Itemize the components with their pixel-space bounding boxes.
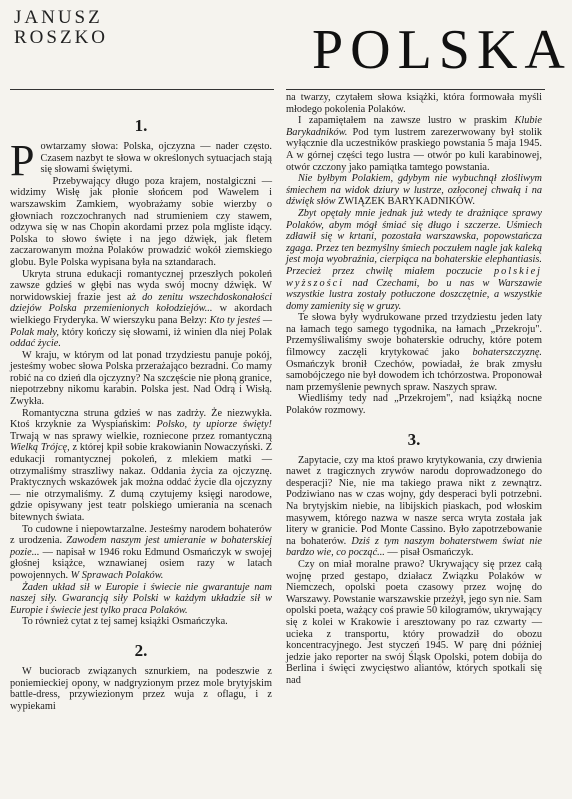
right-column [286, 92, 542, 794]
paragraph-intro: Powtarzamy słowa: Polska, ojczyzna — nader często. Czasem nazbyt te słowa w określonych sytuacjach stają się słowami świętymi. [10, 136, 272, 185]
paragraph: I zapamiętałem na zawsze lustro w praskim Klubie Barykadników. Pod tym lustrem zarezerwowany był stolik wyłącznie dla uczestników praskiego powstania 5 maja 1945. A w górnej części tego lustra — otwór po kuli karabinowej, otwór czczony jako pamiątka tamtego powstania. [286, 115, 542, 173]
paragraph: W bucioracb związanych sznurkiem, na podeszwie z poniemieckiej opony, w nadgryzionym przez mole brytyjskim battle-dress, przywiezionym przez wuja z oflagu, i z wypiekami [10, 665, 272, 712]
paragraph: W kraju, w którym od lat ponad trzydziestu panuje pokój, jesteśmy wobec słowa Polska przerażająco bezradni. Co mamy robić na co dzień dla ojczyzny? Na szczęście nie płoną granice, niepotrzebny nikomu karabin. Polska jest. Nad Odrą i Wisłą. Zwykła. [10, 349, 272, 408]
paragraph: To cudowne i niepowtarzalne. Jesteśmy narodem bohaterów z urodzenia. Zawodem naszym jest umieranie w bohaterskiej pozie... — napisał w 1946 roku Edmund Osmańczyk w swojej głośnej książce, wznawianej osiem razy w latach powojennych. W Sprawach Polaków. [10, 523, 273, 581]
paragraph-quote: Żaden układ sił w Europie i świecie nie gwarantuje nam naszej siły. Gwarancją siły Polski w każdym układzie sił w Europie i świecie jest tylko praca Polaków. [10, 581, 272, 616]
paragraph: To również cytat z tej samej książki Osmańczyka. [22, 616, 228, 628]
paragraph: Zbyt opętały mnie jednak już wtedy te drażniące sprawy Polaków, abym mógł śmiać się długo i szczerze. Uśmiech zdławił się w krtani, pozostała warszawska, popowstańcza zgaga. Przez ten bezmyślny śmiech poczułem nagle jak kaleką jest moja wyobraźnia, cierpiąca na bohaterskie elephantiasis. Przecież przez chwilę miałem poczucie polskiej wyższości nad Czechami, bo u nas w Warszawie wszystkie lustra zostały potłuczone doszczętnie, a wszystkie domy zamienity się w gruzy. [286, 207, 542, 312]
section-number-3: 3. [407, 429, 421, 449]
header-rule-left [10, 89, 274, 90]
article-title: POLSKA [312, 19, 572, 81]
paragraph: Wiedliśmy tedy nad „Przekrojem", nad książką nocne Polaków rozmowy. [286, 393, 542, 417]
section-number-2: 2. [134, 640, 148, 660]
paragraph: Ukryta struna edukacji romantycznej przeszłych pokoleń zawsze gdzieś w głębi nas wyda swój mocny dźwięk. W norwidowskiej frazie jest aż do zenitu wszechdoskonałości dziejów Polska przemienionych kołodziejów... w akordach wielkiego Fryderyka. W wierszyku pana Bełzy: Kto ty jesteś — Polak mały, który kończy się słowami, iż winien dla niej Polak oddać życie. [10, 268, 273, 350]
drop-cap: P [10, 136, 35, 185]
author-first-name: JANUSZ [14, 7, 103, 28]
paragraph: Romantyczna struna gdzieś w nas zadrży. Że niezwykła. Ktoś krzyknie za Wyspiańskim: Polsko, ty upiorze święty! Trwają w nas sprawy wielkie, rozniecone przez romantyczną Wielką Trójcę, z której kpił sobie krakowianin Nowaczyński. Z edukacji romantycznej pokoleń, z mlekiem matki — otrzymaliśmy straszliwy nakaz. Oddania życia za ojczyznę. Praktycznych wskazówek jak można oddać życie dla ojczyzny — nie otrzymaliśmy. Z dumą czytujemy księgi narodowe, gdzie opisywany jest teatr polskiego umierania na scenach bitewnych świata. [10, 407, 273, 523]
header-rule-right [286, 89, 545, 90]
paragraph: Czy on miał moralne prawo? Ukrywający się przez całą wojnę przed gestapo, działacz Związku Polaków w Niemczech, opolski poeta czasowy przez wojnę do Warszawy. Powstanie warszawskie przeżył, jego syn nie. Sam opolski poeta, ważący coś prawie 50 kilogramów, ukrywający się z kolei w Krakowie i aresztowany po raz czwarty — ucieka z transportu, który prowadził do obozu koncentracyjnego. Jest styczeń 1945. W parę dni później jedzie jako reporter na swój Śląsk Opolski, potem dobija do Berlina i święci zwycięstwo aliantów, których spotkali się nad [286, 558, 542, 686]
author-last-name: ROSZKO [14, 27, 109, 48]
paragraph: Przebywający długo poza krajem, nostalgiczni — widzimy Wisłę jak płonie słońcem pod Wawelem i warszawskim Zamkiem, wyobrażamy sobie wierzby o głowniach rozczochranych nad strumieniem czy stawem, odzywa się w nas Chopin akordami przez pola mgliste idący. Polska to słowo święte i na jego dźwięk, jak fletem zaczarowanym można Polaków prowadzić wokół ziemskiego globu. Byle Polska wypisana była na sztandarach. [10, 175, 272, 268]
paragraph: na twarzy, czytałem słowa książki, która formowała myśli młodego pokolenia Polaków. [286, 92, 542, 115]
author-name [14, 8, 124, 48]
paragraph: Zapytacie, czy ma ktoś prawo krytykowania, czy drwienia nawet z tragicznych zrywów narodu doprowadzonego do desperacji? Nie, nie ma takiego prawa nikt z zewnątrz. Podziwiano nas w czas wojny, gdy desperaci byli potrzebni. Na brytyjskim niebie, na libijskich piaskach, pod włoskim masywem, którego nazwa w nasze serca wryta została jak litery w granicie. Pod Monte Cassino. Było zapotrzebowanie na bohaterów. Dziś z tym naszym bohaterstwem świat nie bardzo wie, co począć... — pisał Osmańczyk. [286, 454, 542, 559]
section-number-1: 1. [134, 116, 148, 135]
paragraph: Te słowa były wydrukowane przed trzydziestu jeden laty na łamach tego samego tygodnika, na łamach „Przekroju". Przemyśliwaliśmy swoje bohaterskie odruchy, które potem filmowcy zaczęli krytykować jako bohaterszczyznę. Osmańczyk bronił Czechów, powiadał, że brak zmysłu samobójczego nie był dowodem ich tchórzostwa. Proponował nam przemyślenie pewnych spraw. Naszych spraw. [286, 312, 542, 393]
left-column [10, 97, 272, 799]
paragraph: Nie byłbym Polakiem, gdybym nie wybuchnął złośliwym śmiechem na widok dziury w lustrze, ozłoconej chwałą i na dźwięk słów ZWIĄZEK BARYKADNIKÓW. [286, 173, 542, 208]
